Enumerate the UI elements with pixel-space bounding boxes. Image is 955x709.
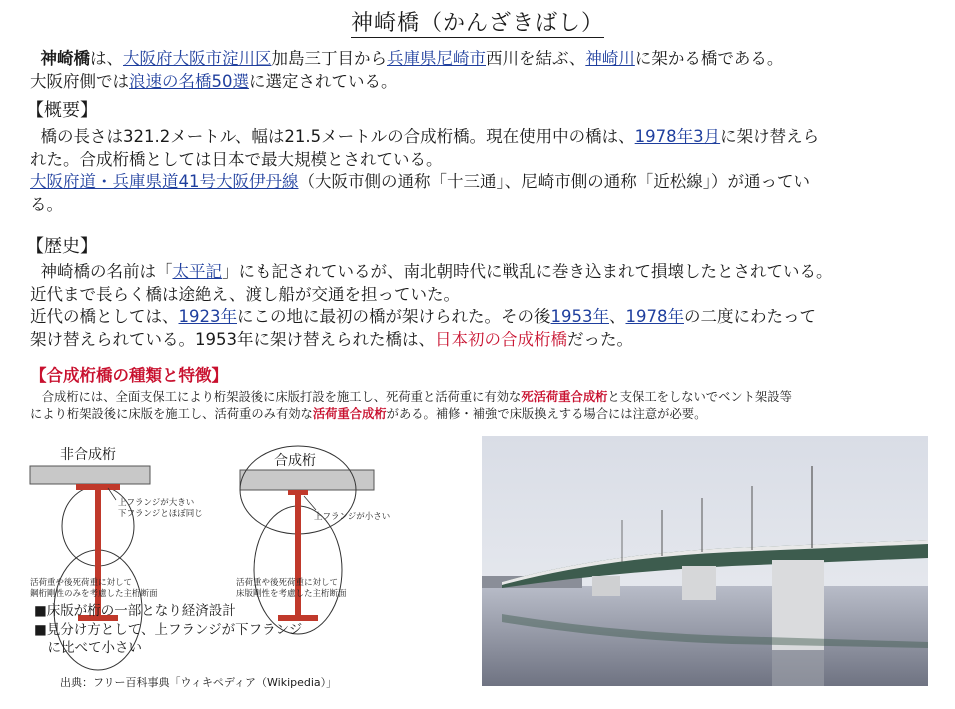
link-osaka-yodogawa[interactable]: 大阪府大阪市淀川区 xyxy=(123,49,272,68)
history-line-4: 架け替えられている。1953年に架け替えられた橋は、日本初の合成桁橋だった。 xyxy=(30,329,633,349)
types-paragraph xyxy=(30,389,945,423)
intro-paragraph xyxy=(30,48,945,93)
link-1923[interactable]: 1923年 xyxy=(178,307,237,326)
pier-reflection xyxy=(772,650,824,686)
history-line-2: 近代まで長らく橋は途絶え、渡し船が交通を担っていた。 xyxy=(30,284,460,304)
types-heading: 【合成桁橋の種類と特徴】 xyxy=(30,366,228,385)
pier xyxy=(772,560,824,650)
link-1978[interactable]: 1978年 xyxy=(625,307,684,326)
link-1978-march[interactable]: 1978年3月 xyxy=(634,127,721,146)
link-taiheiki[interactable]: 太平記 xyxy=(172,262,222,281)
left-caption: 活荷重や後死荷重に対して 鋼桁剛性のみを考慮した主桁断面 xyxy=(30,578,158,599)
history-line-3: 近代の橋としては、1923年にこの地に最初の橋が架けられた。その後1953年、1978年の二度にわたって xyxy=(30,307,816,326)
overview-paragraph xyxy=(30,126,945,216)
overview-heading: 【概要】 xyxy=(26,100,98,121)
bridge-photo xyxy=(482,436,928,686)
link-hyogo-amagasaki[interactable]: 兵庫県尼崎市 xyxy=(387,49,486,68)
left-note: 上フランジが大きい 下フランジとほぼ同じ xyxy=(118,498,203,519)
right-caption: 活荷重や後死荷重に対して 床版剛性を考慮した主桁断面 xyxy=(236,578,347,599)
right-top-flange xyxy=(288,490,308,495)
girder-diagram xyxy=(26,430,466,700)
live-load-composite: 活荷重合成桁 xyxy=(312,407,387,421)
history-paragraph xyxy=(30,261,945,351)
right-note: 上フランジが小さい xyxy=(314,512,391,522)
overview-line-1: 橋の長さは321.2メートル、幅は21.5メートルの合成桁橋。現在使用中の橋は、1978年3月に架け替えら xyxy=(40,127,820,146)
right-slab xyxy=(240,470,374,490)
types-line-1: 合成桁には、全面支保工により桁架設後に床版打設を施工し、死荷重と活荷重に有効な死活荷重合成桁と支保工をしないでベント架設等 xyxy=(41,390,792,404)
dead-live-load-composite: 死活荷重合成桁 xyxy=(521,390,608,404)
link-route-41[interactable]: 大阪府道・兵庫県道41号大阪伊丹線 xyxy=(30,172,299,191)
bullet-item: ■見分け方として、上フランジが下フランジ xyxy=(34,621,303,638)
overview-line-4: る。 xyxy=(30,194,63,214)
types-line-2: により桁架設後に床版を施工し、活荷重のみ有効な活荷重合成桁がある。補修・補強で床版換えする場合には注意が必要。 xyxy=(30,407,707,421)
feature-bullets xyxy=(34,602,302,658)
overview-line-3: 大阪府道・兵庫県道41号大阪伊丹線（大阪市側の通称「十三通」、尼崎市側の通称「近松線」）が通ってい xyxy=(30,172,810,191)
overview-line-2: れた。合成桁橋としては日本で最大規模とされている。 xyxy=(30,149,443,169)
left-slab xyxy=(30,466,150,484)
girder-diagram-svg xyxy=(26,430,466,700)
pier xyxy=(592,576,620,596)
link-1953[interactable]: 1953年 xyxy=(550,307,609,326)
first-composite-girder-bridge: 日本初の合成桁橋 xyxy=(435,329,567,349)
composite-title: 合成桁 xyxy=(274,453,316,469)
link-naniwa-meikyo[interactable]: 浪速の名橋50選 xyxy=(129,71,249,91)
link-kanzaki-river[interactable]: 神崎川 xyxy=(585,49,635,68)
pier xyxy=(682,566,716,600)
history-line-1: 神崎橋の名前は「太平記」にも記されているが、南北朝時代に戦乱に巻き込まれて損壊したとされている。 xyxy=(40,262,833,281)
page-title: 神崎橋（かんざきばし） xyxy=(350,11,604,36)
left-top-flange xyxy=(76,484,120,490)
bullet-item: ■床版が桁の一部となり経済設計 xyxy=(34,603,236,619)
source-credit: 出典：フリー百科事典「ウィキペディア（Wikipedia）」 xyxy=(60,676,338,689)
bullet-item: に比べて小さい xyxy=(34,640,142,656)
bridge-name: 神崎橋 xyxy=(40,49,90,68)
non-composite-title: 非合成桁 xyxy=(60,447,116,463)
history-heading: 【歴史】 xyxy=(26,236,98,257)
intro-line-2: 大阪府側では浪速の名橋50選に選定されている。 xyxy=(30,71,398,91)
intro-line-1: 神崎橋は、大阪府大阪市淀川区加島三丁目から兵庫県尼崎市西川を結ぶ、神崎川に架かる橋である。 xyxy=(40,49,784,68)
